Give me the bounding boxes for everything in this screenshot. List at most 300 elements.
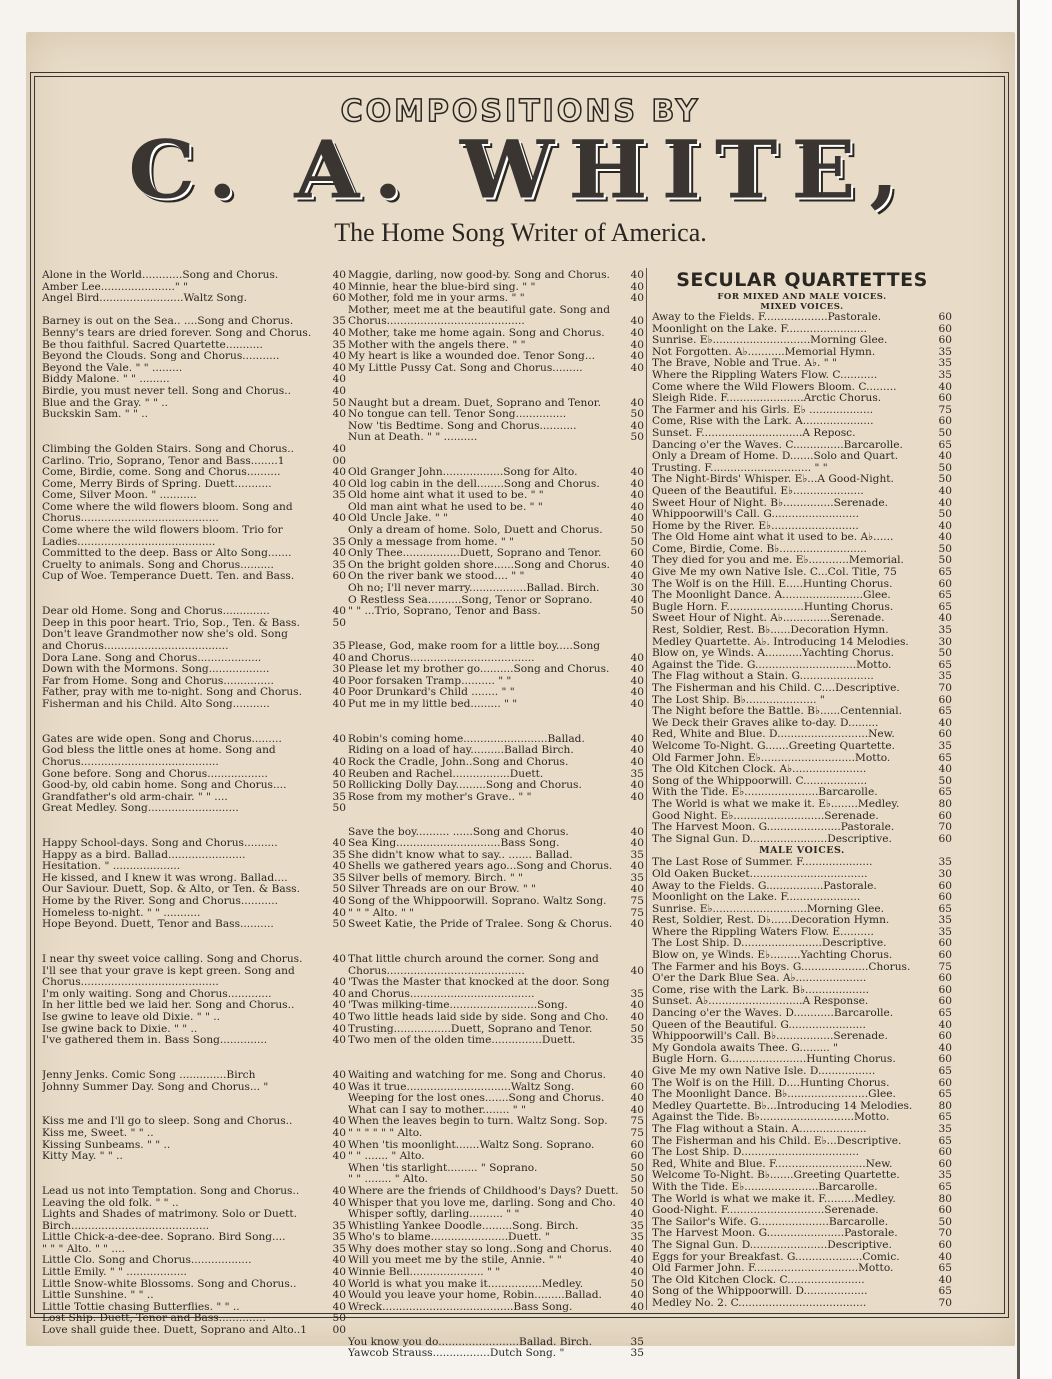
list-item — [42, 1221, 346, 1233]
list-item — [652, 985, 952, 997]
song-title: Blow on, ye Winds. A...........Yachting Chorus. — [652, 648, 894, 660]
song-title: Bugle Horn. G.......................Hunting Chorus. — [652, 1054, 896, 1066]
song-title: Beyond the Clouds. Song and Chorus........... — [42, 351, 280, 363]
list-item — [42, 954, 346, 966]
song-title: Give Me my own Native Isle. D................. — [652, 1066, 876, 1077]
song-price: 40 — [938, 1019, 952, 1031]
song-price: 40 — [630, 316, 644, 328]
song-price: 00 — [332, 1325, 346, 1337]
list-item — [42, 908, 346, 920]
list-item — [42, 1244, 346, 1256]
list-item — [652, 1252, 952, 1264]
list-item — [652, 996, 952, 1008]
list-item — [348, 780, 644, 792]
song-price — [621, 977, 644, 989]
song-price: 40 — [630, 1104, 644, 1116]
song-title: Dear old Home. Song and Chorus.............. — [42, 606, 270, 618]
list-item — [652, 660, 952, 672]
list-item — [42, 328, 346, 340]
list-item — [652, 683, 952, 695]
list-item — [348, 1151, 644, 1163]
list-item — [348, 1093, 644, 1105]
list-item — [348, 977, 644, 989]
list-item — [348, 305, 644, 317]
song-title: Gone before. Song and Chorus.................. — [42, 768, 268, 780]
list-item — [652, 1031, 952, 1043]
song-title: " " " Alto. " " — [348, 907, 415, 919]
song-price — [323, 525, 346, 537]
song-price: 35 — [630, 1035, 644, 1047]
song-title: " " ...Trio, Soprano, Tenor and Bass. — [348, 606, 541, 618]
list-item — [652, 799, 952, 811]
song-title: Red, White and Blue. F...........................New. — [652, 1158, 893, 1170]
song-price: 40 — [630, 351, 644, 363]
song-price: 40 — [332, 478, 346, 490]
list-item — [652, 1008, 952, 1020]
list-gap — [348, 815, 644, 827]
list-item — [42, 606, 346, 618]
quartettes-subtitle: FOR MIXED AND MALE VOICES. — [717, 292, 887, 302]
song-title: Old Uncle Jake. " " — [348, 513, 449, 525]
song-price: 40 — [630, 594, 644, 606]
song-price: 35 — [630, 988, 644, 1000]
song-title: The Flag without a Stain. G...................... — [652, 671, 874, 683]
song-price: 40 — [630, 1093, 644, 1105]
song-title: Only a message from home. " " — [348, 536, 514, 548]
song-price: 50 — [938, 462, 952, 474]
song-title: Give Me my own Native Isle. C...Col. Title, 75 — [652, 567, 897, 579]
song-title: No tongue can tell. Tenor Song............... — [348, 409, 567, 421]
song-price: 40 — [332, 409, 346, 421]
song-title: With the Tide. E♭......................Barcarolle. — [652, 787, 878, 799]
song-price: 40 — [332, 1023, 346, 1035]
song-price: 50 — [630, 536, 644, 548]
song-title: Nun at Death. " " .......... — [348, 432, 478, 444]
song-title: That little church around the corner. Song and — [348, 954, 599, 966]
list-item — [348, 316, 644, 328]
list-item — [42, 479, 346, 491]
list-item — [348, 1279, 644, 1291]
list-item — [348, 293, 644, 305]
song-price: 40 — [332, 687, 346, 699]
song-title: Ise gwine back to Dixie. " " .. — [42, 1023, 198, 1035]
song-title: The Wolf is on the Hill. E.....Hunting Chorus. — [652, 578, 893, 590]
list-item — [42, 1186, 346, 1198]
song-title: Deep in this poor heart. Trio, Sop., Ten. & Bass. — [42, 617, 300, 629]
scan-edge-line — [1017, 0, 1020, 1379]
list-item — [42, 409, 346, 421]
song-price: 50 — [630, 1185, 644, 1197]
song-price: 75 — [630, 1127, 644, 1139]
song-title: Come, rise with the Lark. B♭................... — [652, 984, 870, 996]
list-item — [348, 687, 644, 699]
song-price: 50 — [938, 543, 952, 555]
list-item — [42, 502, 346, 514]
song-title: The Brave, Noble and True. A♭. " " — [652, 358, 837, 370]
song-title: Chorus......................................... — [42, 513, 219, 525]
song-price: 35 — [938, 358, 952, 370]
list-item — [42, 989, 346, 1001]
song-title: The Signal Gun. D.......................Descriptive. — [652, 833, 892, 845]
list-gap — [348, 456, 644, 468]
song-title: Kiss me and I'll go to sleep. Song and Chorus.. — [42, 1116, 293, 1128]
song-price: 60 — [938, 950, 952, 962]
list-item — [652, 474, 952, 486]
song-title: Queen of the Beautiful. G....................... — [652, 1019, 866, 1031]
song-price: 60 — [938, 996, 952, 1008]
list-item — [42, 571, 346, 583]
song-title: Birch......................................... — [42, 1220, 210, 1232]
list-item — [652, 822, 952, 834]
list-item — [652, 753, 952, 765]
list-item — [348, 873, 644, 885]
song-price: 40 — [630, 1197, 644, 1209]
list-item — [42, 641, 346, 653]
list-item — [348, 282, 644, 294]
song-title: 'Twas milking-time..........................Song. — [348, 1000, 568, 1012]
song-price: 40 — [938, 381, 952, 393]
list-gap — [348, 722, 644, 734]
song-price: 60 — [938, 1031, 952, 1043]
song-price: 40 — [332, 1012, 346, 1023]
song-price — [621, 305, 644, 317]
song-price: 60 — [938, 1205, 952, 1217]
song-price — [323, 966, 346, 978]
list-item — [42, 629, 346, 641]
song-price: 60 — [938, 694, 952, 706]
song-price: 40 — [630, 687, 644, 699]
list-gap — [348, 931, 644, 943]
song-title: Dancing o'er the Waves. C...............Barcarolle. — [652, 439, 903, 451]
song-title: " " ....... " Alto. — [348, 1151, 425, 1163]
song-price: 30 — [938, 636, 952, 648]
list-item — [652, 347, 952, 359]
list-item — [42, 537, 346, 549]
song-price: 40 — [630, 1000, 644, 1012]
list-item — [42, 560, 346, 572]
list-item — [652, 521, 952, 533]
song-price: 50 — [938, 555, 952, 567]
list-item — [42, 780, 346, 792]
song-price: 40 — [332, 1267, 346, 1279]
list-item — [652, 1298, 952, 1310]
list-item — [42, 1198, 346, 1210]
song-title: Come, Silver Moon. " ........... — [42, 490, 197, 502]
song-title: Birdie, you must never tell. Song and Chorus.. — [42, 385, 291, 397]
list-gap — [42, 942, 346, 954]
song-price: 60 — [630, 1151, 644, 1163]
list-item — [652, 973, 952, 985]
song-title: Lights and Shades of matrimony. Solo or Duett. — [42, 1209, 297, 1221]
list-item — [42, 861, 346, 873]
song-title: Barney is out on the Sea.. ....Song and Chorus. — [42, 316, 294, 328]
list-item — [652, 718, 952, 730]
song-price: 40 — [630, 270, 644, 281]
song-price: 50 — [332, 780, 346, 792]
song-price: 35 — [332, 791, 346, 803]
list-item — [652, 938, 952, 950]
list-item — [652, 962, 952, 974]
song-title: Rollicking Dolly Day.........Song and Chorus. — [348, 780, 582, 792]
song-price: 35 — [630, 849, 644, 861]
list-item — [348, 1337, 644, 1349]
song-price: 65 — [938, 1008, 952, 1020]
song-price: 40 — [938, 497, 952, 509]
list-item — [652, 405, 952, 417]
list-item — [652, 857, 952, 869]
list-item — [42, 386, 346, 398]
song-title: and Chorus..................................... — [348, 652, 535, 664]
list-item — [348, 1128, 644, 1140]
song-price: 40 — [630, 293, 644, 305]
song-price: 40 — [332, 1139, 346, 1151]
song-price: 35 — [332, 339, 346, 351]
list-item — [652, 1089, 952, 1101]
song-title: Medley No. 2. C...................................... — [652, 1297, 867, 1309]
song-price: 40 — [332, 1081, 346, 1093]
list-item — [652, 555, 952, 567]
list-item — [42, 687, 346, 699]
list-item — [42, 1024, 346, 1036]
list-item — [42, 769, 346, 781]
song-price: 40 — [630, 919, 644, 931]
song-price: 65 — [938, 601, 952, 613]
song-price: 40 — [938, 717, 952, 729]
song-price: 40 — [332, 374, 346, 386]
song-price: 40 — [938, 613, 952, 625]
song-price: 50 — [332, 919, 346, 931]
list-item — [652, 648, 952, 660]
song-title: The Moonlight Dance. A........................Glee. — [652, 590, 891, 602]
song-price: 35 — [332, 316, 346, 328]
list-gap — [348, 803, 644, 815]
song-title: The Last Rose of Summer. F..................... — [652, 857, 873, 869]
song-price: 40 — [332, 977, 346, 989]
song-price: 40 — [332, 1185, 346, 1197]
song-price: 75 — [630, 907, 644, 919]
list-item — [348, 270, 644, 282]
song-title: Bugle Horn. F.......................Hunting Chorus. — [652, 601, 894, 613]
list-item — [652, 1240, 952, 1252]
song-price: 40 — [332, 768, 346, 780]
song-title: Against the Tide. B♭............................Motto. — [652, 1112, 890, 1124]
list-gap — [348, 618, 644, 630]
song-title: Beyond the Vale. " " ......... — [42, 362, 183, 374]
song-price: 50 — [332, 884, 346, 896]
list-item — [348, 1116, 644, 1128]
song-price: 40 — [332, 675, 346, 687]
song-title: Kissing Sunbeams. " " .. — [42, 1139, 171, 1151]
song-price: 50 — [630, 1023, 644, 1035]
list-item — [652, 1170, 952, 1182]
song-title: Amber Lee......................" " — [42, 281, 188, 293]
list-item — [42, 873, 346, 885]
list-item — [652, 613, 952, 625]
list-gap — [348, 444, 644, 456]
song-price: 40 — [630, 1255, 644, 1267]
song-price: 75 — [630, 1116, 644, 1128]
list-item — [348, 328, 644, 340]
song-price: 40 — [332, 861, 346, 873]
song-title: When 'tis starlight......... " Soprano. — [348, 1162, 538, 1174]
list-item — [652, 625, 952, 637]
song-price: 40 — [630, 826, 644, 838]
song-title: Please, God, make room for a little boy.....Song — [348, 641, 601, 652]
song-title: Good Night. E♭...........................Serenade. — [652, 810, 879, 822]
list-item — [348, 884, 644, 896]
song-title: The Night-Birds' Whisper. E♭...A Good-Night. — [652, 474, 894, 486]
song-title: The Harvest Moon. G......................Pastorale. — [652, 822, 895, 834]
list-item — [42, 1302, 346, 1314]
song-title: Committed to the deep. Bass or Alto Song....... — [42, 548, 292, 560]
song-price: 50 — [938, 427, 952, 439]
list-item — [652, 602, 952, 614]
song-price: 35 — [630, 1232, 644, 1244]
list-item — [42, 919, 346, 931]
song-title: Rock the Cradle, John..Song and Chorus. — [348, 756, 569, 768]
song-price: 40 — [332, 1000, 346, 1012]
song-title: Sea King...............................Bass Song. — [348, 838, 560, 850]
song-title: My Little Pussy Cat. Song and Chorus......... — [348, 362, 583, 374]
song-price: 40 — [938, 520, 952, 532]
song-price: 40 — [332, 270, 346, 281]
list-item — [652, 1263, 952, 1275]
song-title: The Sailor's Wife. G.....................Barcarolle. — [652, 1216, 889, 1228]
song-title: Come, Merry Birds of Spring. Duett........... — [42, 478, 272, 490]
song-title: Jenny Jenks. Comic Song ..............Birch — [42, 1069, 256, 1081]
song-title: Mother, meet me at the beautiful gate. Song and — [348, 304, 610, 316]
song-title: Kiss me, Sweet. " " .. — [42, 1127, 154, 1139]
list-item — [348, 1232, 644, 1244]
list-item — [42, 363, 346, 375]
song-title: Sunset. F..............................A Reposc. — [652, 427, 856, 439]
song-price — [621, 954, 644, 966]
list-item — [42, 456, 346, 468]
song-price: 40 — [332, 838, 346, 850]
song-title: " " " Alto. " " .... — [42, 1243, 125, 1255]
list-item — [652, 1020, 952, 1032]
song-title: Little Sunshine. " " .. — [42, 1290, 154, 1302]
song-title: Trusting.................Duett, Soprano and Tenor. — [348, 1023, 593, 1035]
song-price: 60 — [938, 973, 952, 985]
list-item — [348, 989, 644, 1001]
list-item — [348, 1000, 644, 1012]
song-title: " " " " " " Alto. — [348, 1127, 423, 1139]
song-title: Will you meet me by the stile, Annie. " " — [348, 1255, 562, 1267]
song-price: 35 — [938, 1170, 952, 1182]
list-item — [652, 393, 952, 405]
song-price: 40 — [630, 571, 644, 583]
list-item — [348, 432, 644, 444]
list-item — [348, 1024, 644, 1036]
song-price: 40 — [332, 1301, 346, 1313]
song-title: Come where the wild flowers bloom. Song and — [42, 501, 293, 513]
list-item — [348, 1012, 644, 1024]
list-item — [652, 486, 952, 498]
song-price: 35 — [938, 915, 952, 927]
list-item — [348, 664, 644, 676]
song-title: The Wolf is on the Hill. D....Hunting Chorus. — [652, 1077, 890, 1089]
song-price: 50 — [332, 1313, 346, 1325]
song-price: 35 — [938, 625, 952, 637]
song-title: Why does mother stay so long..Song and Chorus. — [348, 1243, 613, 1255]
list-item — [42, 803, 346, 815]
list-item — [348, 479, 644, 491]
list-item — [42, 1267, 346, 1279]
song-title: World is what you make it................Medley. — [348, 1278, 584, 1290]
list-item — [42, 653, 346, 665]
song-price: 60 — [938, 1054, 952, 1066]
song-price: 40 — [630, 1301, 644, 1313]
list-item — [652, 1286, 952, 1298]
song-title: Only a dream of home. Solo, Duett and Chorus. — [348, 525, 603, 537]
song-price: 50 — [332, 617, 346, 629]
song-price: 35 — [332, 536, 346, 548]
song-title: Welcome To-Night. G.......Greeting Quartette. — [652, 740, 896, 752]
song-title: God bless the little ones at home. Song and — [42, 745, 276, 757]
list-item — [42, 1255, 346, 1267]
list-gap — [42, 305, 346, 317]
list-item — [652, 869, 952, 881]
song-title: Winnie Bell...................... " " — [348, 1267, 501, 1279]
list-gap — [42, 432, 346, 444]
list-item — [652, 335, 952, 347]
song-price: 65 — [938, 567, 952, 579]
song-price: 65 — [938, 1066, 952, 1077]
song-price: 35 — [630, 768, 644, 780]
list-item — [348, 583, 644, 595]
list-item — [42, 513, 346, 525]
list-item — [348, 560, 644, 572]
list-gap — [42, 931, 346, 943]
song-title: " " ........ " Alto. — [348, 1174, 428, 1186]
list-item — [348, 351, 644, 363]
song-title: Fisherman and his Child. Alto Song........... — [42, 698, 270, 710]
song-price: 60 — [630, 548, 644, 560]
list-item — [348, 1070, 644, 1082]
song-price: 40 — [630, 1290, 644, 1302]
song-price: 40 — [630, 652, 644, 664]
song-price: 40 — [630, 1209, 644, 1221]
list-item — [348, 769, 644, 781]
mixed-voices-label: MIXED VOICES. — [760, 302, 844, 312]
song-price: 40 — [630, 965, 644, 977]
song-title: Moonlight on the Lake. F...................... — [652, 892, 861, 904]
song-price: 40 — [630, 339, 644, 351]
song-price: 40 — [630, 780, 644, 792]
song-title: Blue and the Gray. " " .. — [42, 397, 169, 409]
list-item — [42, 618, 346, 630]
song-price: 40 — [938, 451, 952, 463]
song-title: Rest, Soldier, Rest. B♭......Decoration Hymn. — [652, 625, 889, 637]
song-price: 40 — [630, 791, 644, 803]
list-item — [652, 590, 952, 602]
song-title: and Chorus..................................... — [42, 641, 229, 652]
song-price: 60 — [938, 312, 952, 323]
list-item — [348, 908, 644, 920]
song-price: 50 — [630, 1174, 644, 1186]
song-title: Come where the Wild Flowers Bloom. C......... — [652, 381, 897, 393]
song-price: 40 — [332, 385, 346, 397]
song-price: 30 — [332, 664, 346, 676]
list-item — [652, 358, 952, 370]
song-title: Weeping for the lost ones.......Song and Chorus. — [348, 1093, 605, 1105]
song-price: 40 — [332, 281, 346, 293]
song-title: Home by the River. Song and Chorus........... — [42, 896, 278, 908]
song-title: When the leaves begin to turn. Waltz Song. Sop. — [348, 1116, 608, 1128]
song-title: Leaving the old folk. " " .. — [42, 1197, 179, 1209]
song-title: When 'tis moonlight.......Waltz Song. Soprano. — [348, 1139, 595, 1151]
